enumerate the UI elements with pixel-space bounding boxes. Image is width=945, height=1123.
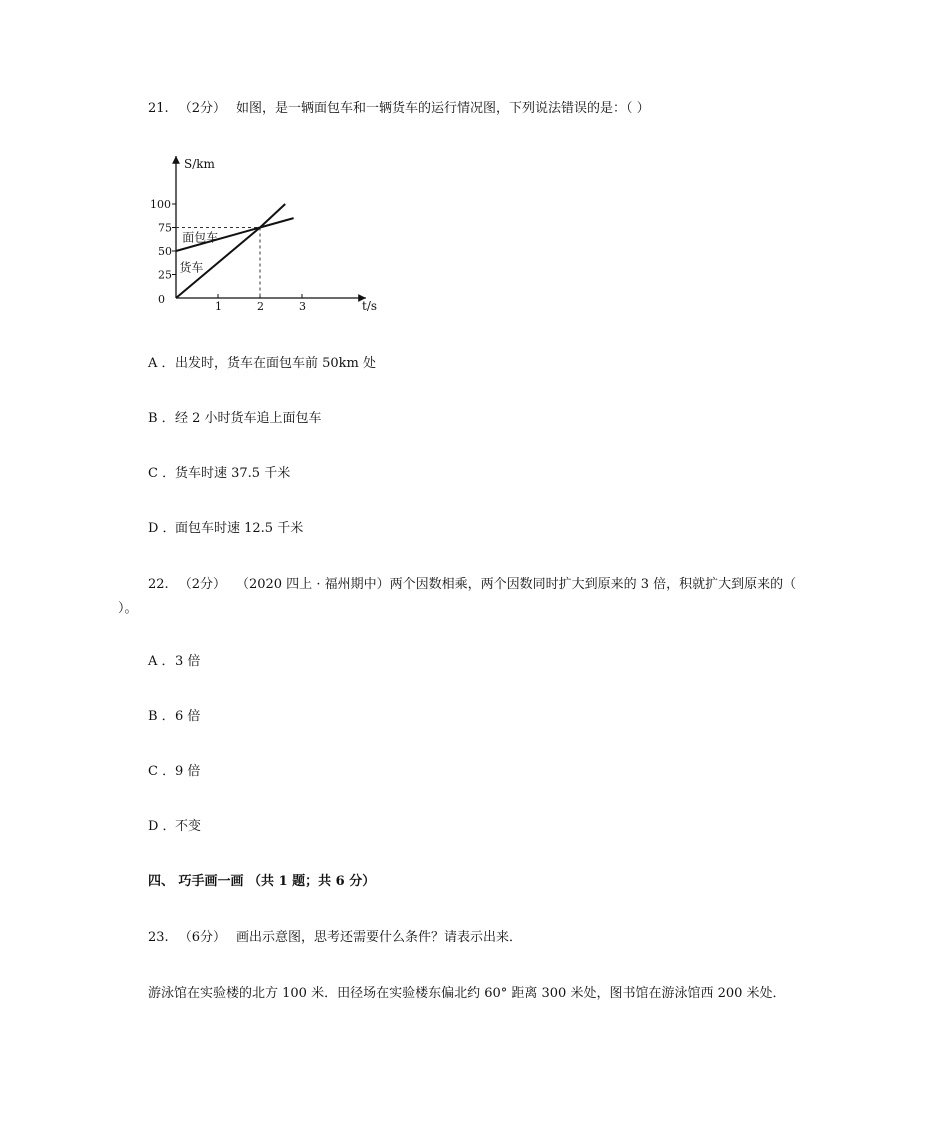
y-tick-label: 0 xyxy=(158,293,165,306)
question-number: 22. xyxy=(148,577,169,592)
distance-time-chart xyxy=(148,148,388,320)
question-text: （2020 四上 · 福州期中）两个因数相乘，两个因数同时扩大到原来的 3 倍，积就扩大到原来的（ xyxy=(235,577,797,592)
series-label-truck: 货车 xyxy=(179,260,204,275)
q21-option-b[interactable] xyxy=(148,407,322,426)
option-label: B ． xyxy=(148,411,175,426)
option-text: 9 倍 xyxy=(175,764,201,779)
question-score: （2分） xyxy=(178,101,226,116)
question-score: （6分） xyxy=(178,930,226,945)
x-tick-label: 3 xyxy=(299,300,306,313)
question-number: 21. xyxy=(148,101,169,116)
option-text: 不变 xyxy=(175,819,202,834)
question-23-body: 游泳馆在实验楼的北方 100 米．田径场在实验楼东偏北约 60° 距离 300 米处，图书馆在游泳馆西 200 米处． xyxy=(148,986,786,1001)
option-text: 出发时，货车在面包车前 50km 处 xyxy=(175,356,377,371)
option-text: 经 2 小时货车追上面包车 xyxy=(175,411,322,426)
q22-option-c[interactable] xyxy=(148,760,200,779)
x-axis-label: t/s xyxy=(362,299,378,313)
option-text: 面包车时速 12.5 千米 xyxy=(175,521,304,536)
option-label: D ． xyxy=(148,819,176,834)
q22-option-a[interactable] xyxy=(148,650,200,669)
option-label: B ． xyxy=(148,709,175,724)
section-heading: 四、 巧手画一画 （共 1 题；共 6 分） xyxy=(148,874,376,889)
q22-option-b[interactable] xyxy=(148,705,200,724)
question-number: 23. xyxy=(148,930,169,945)
question-22 xyxy=(148,573,796,592)
q22-option-d[interactable] xyxy=(148,815,201,834)
question-23 xyxy=(148,926,522,945)
q21-option-a[interactable] xyxy=(148,352,376,371)
option-text: 3 倍 xyxy=(175,654,201,669)
q21-option-d[interactable] xyxy=(148,517,303,536)
option-label: A ． xyxy=(148,654,175,669)
y-tick-label: 25 xyxy=(158,268,172,282)
question-22-continuation: ）。 xyxy=(118,601,138,616)
y-tick-label: 75 xyxy=(158,221,172,235)
series-label-minibus: 面包车 xyxy=(182,230,219,245)
option-label: C ． xyxy=(148,764,176,779)
option-label: D ． xyxy=(148,521,176,536)
y-axis-label: S/km xyxy=(184,157,215,171)
x-tick-label: 1 xyxy=(215,300,222,313)
q21-option-c[interactable] xyxy=(148,462,290,481)
y-tick-label: 100 xyxy=(150,198,171,211)
y-tick-label: 50 xyxy=(158,245,172,258)
x-tick-label: 2 xyxy=(257,300,264,313)
series-line-truck xyxy=(176,204,285,298)
question-text: 如图，是一辆面包车和一辆货车的运行情况图，下列说法错误的是：（ ） xyxy=(235,101,650,116)
question-score: （2分） xyxy=(178,577,226,592)
option-label: A ． xyxy=(148,356,175,371)
option-text: 6 倍 xyxy=(175,709,201,724)
option-text: 货车时速 37.5 千米 xyxy=(175,466,291,481)
option-label: C ． xyxy=(148,466,176,481)
question-text: 画出示意图，思考还需要什么条件？请表示出来． xyxy=(235,930,522,945)
question-21 xyxy=(148,97,650,116)
